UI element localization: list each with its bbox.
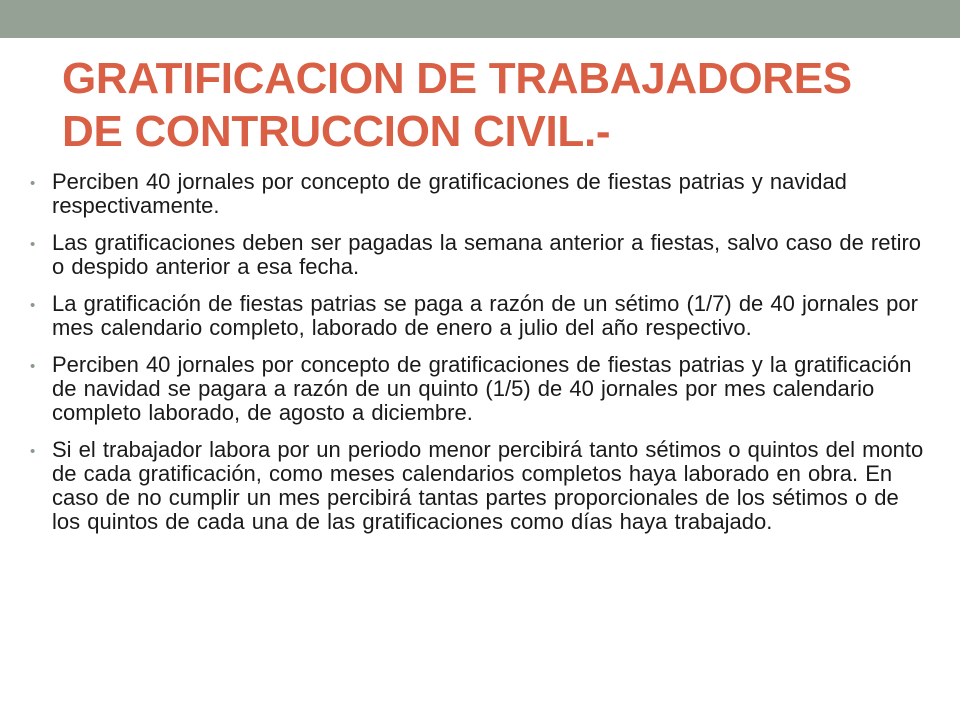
bullet-text: Si el trabajador labora por un periodo menor percibirá tanto sétimos o quintos del monto de cada gratificación, como meses calendarios completos haya laborado en obra. En caso de no cumplir un mes percibirá tantas partes proporcionales de los sétimos o de los quintos de cada una de las gratificaciones como días haya trabajado. bbox=[52, 437, 924, 534]
slide-title bbox=[62, 52, 932, 158]
top-decorative-band bbox=[0, 0, 960, 38]
bullet-dot-icon: • bbox=[30, 297, 36, 314]
bullet-list bbox=[30, 170, 930, 547]
bullet-item bbox=[30, 353, 930, 425]
bullet-item bbox=[30, 292, 930, 340]
bullet-dot-icon: • bbox=[30, 236, 36, 253]
bullet-text: Perciben 40 jornales por concepto de gratificaciones de fiestas patrias y la gratificación de navidad se pagara a razón de un quinto (1/5) de 40 jornales por mes calendario completo laborado, de agosto a diciembre. bbox=[52, 352, 912, 425]
bullet-item bbox=[30, 170, 930, 218]
bullet-dot-icon: • bbox=[30, 358, 36, 375]
title-line-1: GRATIFICACION DE TRABAJADORES bbox=[62, 54, 852, 103]
bullet-item bbox=[30, 438, 930, 534]
bullet-dot-icon: • bbox=[30, 175, 36, 192]
title-line-2: DE CONTRUCCION CIVIL.- bbox=[62, 107, 611, 156]
bullet-text: Las gratificaciones deben ser pagadas la semana anterior a fiestas, salvo caso de retiro o despido anterior a esa fecha. bbox=[52, 230, 922, 279]
bullet-dot-icon: • bbox=[30, 443, 36, 460]
bullet-text: La gratificación de fiestas patrias se paga a razón de un sétimo (1/7) de 40 jornales por mes calendario completo, laborado de enero a julio del año respectivo. bbox=[52, 291, 918, 340]
bullet-item bbox=[30, 231, 930, 279]
bullet-text: Perciben 40 jornales por concepto de gratificaciones de fiestas patrias y navidad respectivamente. bbox=[52, 169, 847, 218]
